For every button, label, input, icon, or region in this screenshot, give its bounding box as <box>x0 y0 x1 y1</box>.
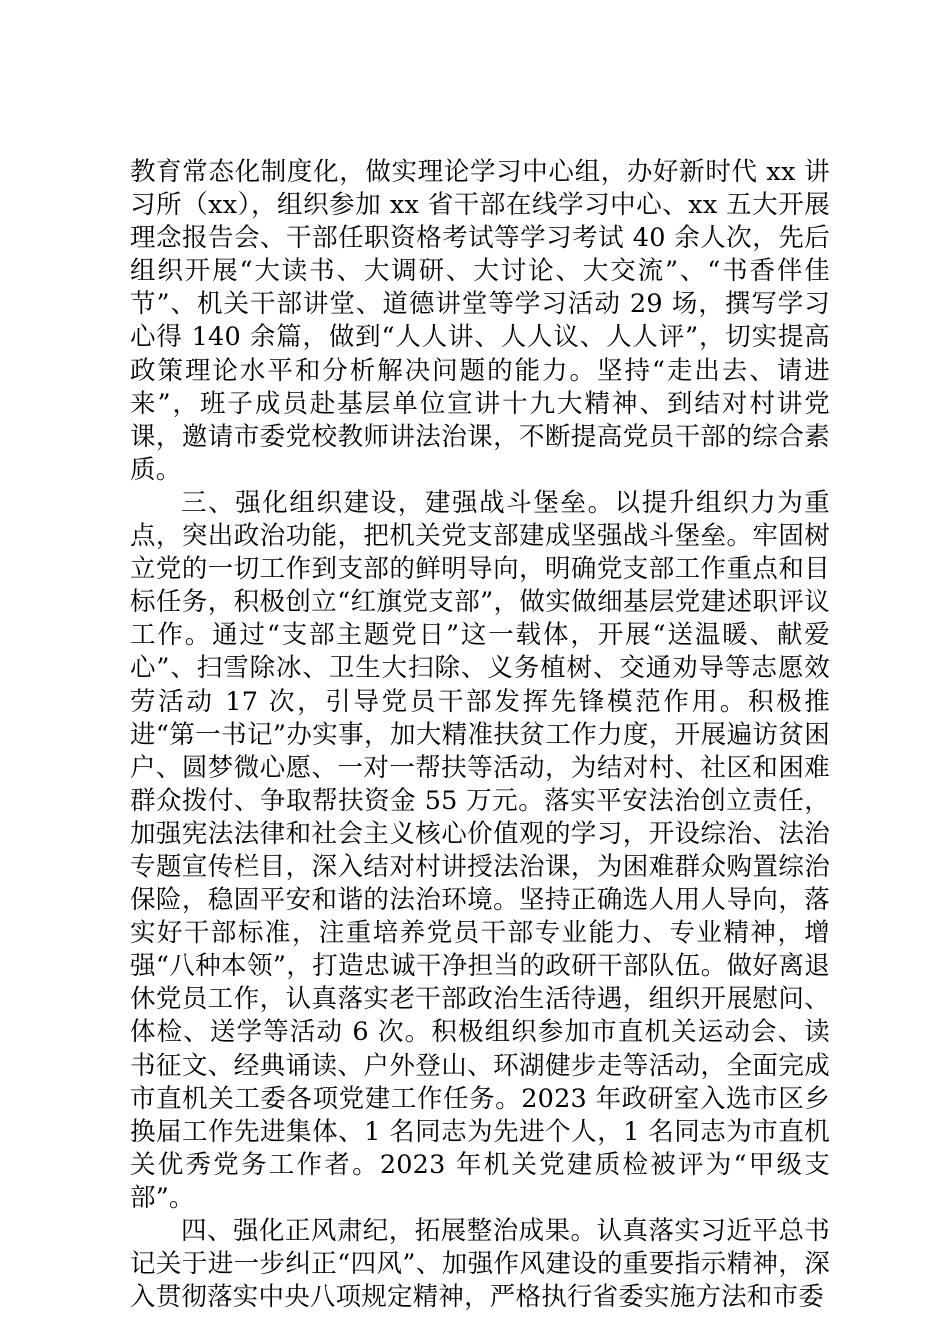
document-body <box>130 156 830 1314</box>
paragraph-discipline-rectification: 四、强化正风肃纪，拓展整治成果。认真落实习近平总书记关于进一步纠正“四风”、加强作风建设的重要指示精神，深入贯彻落实中央八项规定精神，严格执行省委实施方法和市委 <box>130 1216 830 1313</box>
paragraph-organization-building: 三、强化组织建设，建强战斗堡垒。以提升组织力为重点，突出政治功能，把机关党支部建成坚强战斗堡垒。牢固树立党的一切工作到支部的鲜明导向，明确党支部工作重点和目标任务，积极创立“红旗党支部”，做实做细基层党建述职评议工作。通过“支部主题党日”这一载体，开展“送温暖、献爱心”、扫雪除冰、卫生大扫除、义务植树、交通劝导等志愿效劳活动 17 次，引导党员干部发挥先锋模范作用。积极推进“第一书记”办实事，加大精准扶贫工作力度，开展遍访贫困户、圆梦微心愿、一对一帮扶等活动，为结对村、社区和困难群众拨付、争取帮扶资金 55 万元。落实平安法治创立责任，加强宪法法律和社会主义核心价值观的学习，开设综治、法治专题宣传栏目，深入结对村讲授法治课，为困难群众购置综治保险，稳固平安和谐的法治环境。坚持正确选人用人导向，落实好干部标准，注重培养党员干部专业能力、专业精神，增强“八种本领”，打造忠诚干净担当的政研干部队伍。做好离退休党员工作，认真落实老干部政治生活待遇，组织开展慰问、体检、送学等活动 6 次。积极组织参加市直机关运动会、读书征文、经典诵读、户外登山、环湖健步走等活动，全面完成市直机关工委各项党建工作任务。2023 年政研室入选市区乡换届工作先进集体、1 名同志为先进个人，1 名同志为市直机关优秀党务工作者。2023 年机关党建质检被评为“甲级支部”。 <box>130 487 830 1213</box>
paragraph-study-activities: 教育常态化制度化，做实理论学习中心组，办好新时代 xx 讲习所（xx），组织参加 xx 省干部在线学习中心、xx 五大开展理念报告会、干部任职资格考试等学习考试 40 余人次，先后组织开展“大读书、大调研、大讨论、大交流”、“书香伴佳节”、机关干部讲堂、道德讲堂等学习活动 29 场，撰写学习心得 140 余篇，做到“人人讲、人人议、人人评”，切实提高政策理论水平和分析解决问题的能力。坚持“走出去、请进来”，班子成员赴基层单位宣讲十九大精神、到结对村讲党课，邀请市委党校教师讲法治课，不断提高党员干部的综合素质。 <box>130 157 830 485</box>
